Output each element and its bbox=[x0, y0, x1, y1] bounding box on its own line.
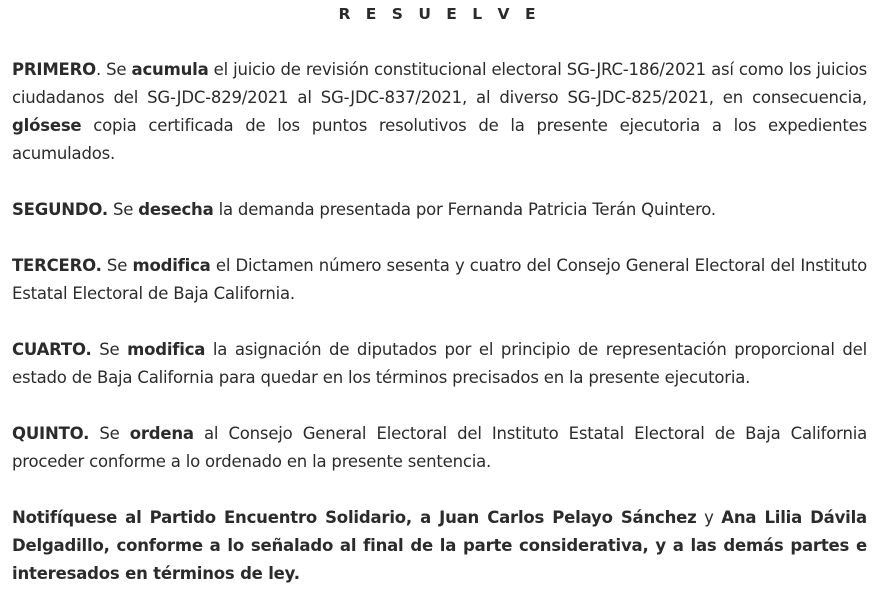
verb-glosese: glósese bbox=[12, 116, 82, 135]
text-segment: la asignación de diputados por el principio de representación proporcional del estado de Baja California para quedar en los términos precisados en la presente ejecutoria. bbox=[12, 340, 867, 387]
resolutivo-primero bbox=[12, 56, 867, 168]
verb-acumula: acumula bbox=[131, 60, 209, 79]
resolutivo-cuarto-lead: CUARTO. bbox=[12, 340, 92, 359]
text-segment: Se bbox=[107, 200, 139, 219]
text-segment: la demanda presentada por Fernanda Patricia Terán Quintero. bbox=[213, 200, 716, 219]
resolution-heading: R E S U E L V E bbox=[338, 5, 541, 23]
text-segment: al Consejo General Electoral del Instituto Estatal Electoral de Baja California proceder conforme a lo ordenado en la presente sentencia. bbox=[12, 424, 867, 471]
text-segment: Se bbox=[91, 340, 128, 359]
text-segment: el juicio de revisión constitucional electoral SG-JRC-186/2021 así como los juicios ciudadanos del SG-JDC-829/2021 al SG-JDC-837/2021, al diverso SG-JDC-825/2021, en consecuencia, bbox=[12, 60, 867, 107]
resolution-document bbox=[12, 0, 867, 588]
verb-modifica: modifica bbox=[132, 256, 211, 275]
resolutivo-cuarto bbox=[12, 336, 867, 392]
text-segment: copia certificada de los puntos resolutivos de la presente ejecutoria a los expedientes acumulados. bbox=[12, 116, 867, 163]
text-segment: el Dictamen número sesenta y cuatro del Consejo General Electoral del Instituto Estatal Electoral de Baja California. bbox=[12, 256, 867, 303]
resolutivo-primero-lead: PRIMERO bbox=[12, 60, 96, 79]
verb-desecha: desecha bbox=[138, 200, 214, 219]
notification-bold-part-2: Ana Lilia Dávila Delgadillo, conforme a lo señalado al final de la parte considerativa, y a las demás partes e interesados en términos de ley. bbox=[12, 508, 867, 583]
resolutivo-tercero-lead: TERCERO. bbox=[12, 256, 102, 275]
resolutivo-tercero bbox=[12, 252, 867, 308]
text-segment: y bbox=[696, 508, 722, 527]
resolutivo-quinto-lead: QUINTO. bbox=[12, 424, 90, 443]
resolutivo-segundo bbox=[12, 196, 867, 224]
notification-bold-part-1: Notifíquese al Partido Encuentro Solidario, a Juan Carlos Pelayo Sánchez bbox=[12, 508, 697, 527]
verb-ordena: ordena bbox=[129, 424, 194, 443]
text-segment: Se bbox=[101, 256, 133, 275]
resolutivo-quinto bbox=[12, 420, 867, 476]
notification-paragraph bbox=[12, 504, 867, 588]
verb-modifica: modifica bbox=[127, 340, 206, 359]
text-segment: . Se bbox=[95, 60, 132, 79]
resolutivo-segundo-lead: SEGUNDO. bbox=[12, 200, 108, 219]
text-segment: Se bbox=[89, 424, 130, 443]
